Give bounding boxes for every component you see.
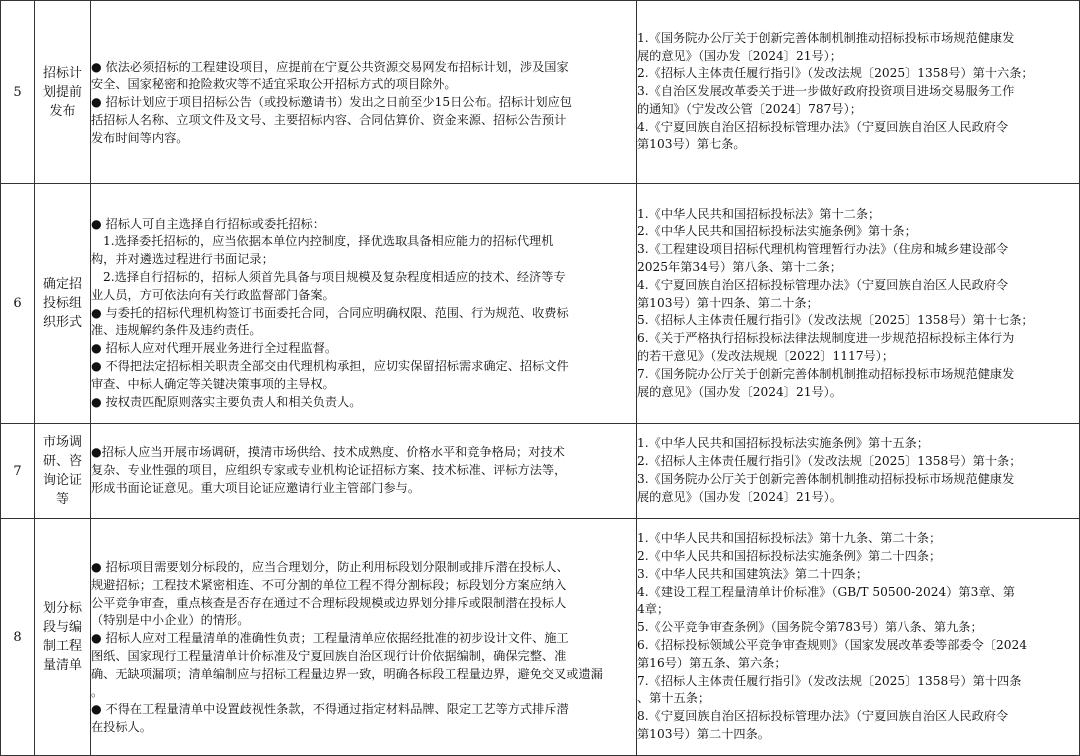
requirement-line: ● 按权责匹配原则落实主要负责人和相关负责人。: [91, 394, 362, 409]
item-name-line: 织形式: [42, 315, 82, 330]
legal-basis-line: 第103号）第七条。: [637, 137, 746, 152]
requirement-line: ● 招标人应对工程量清单的准确性负责；工程量清单应依据经批准的初步设计文件、施工: [91, 631, 569, 646]
requirement-line: 发布时间等内容。: [91, 130, 189, 145]
legal-basis-line: 4.《建设工程工程量清单计价标准》（GB/T 50500-2024）第3章、第: [637, 584, 1015, 599]
requirements-cell: [91, 184, 637, 424]
item-name-line: 等: [55, 492, 69, 507]
legal-basis-line: 8.《宁夏回族自治区招标投标管理办法》（宁夏回族自治区人民政府令: [637, 709, 1009, 724]
item-name-line: 发布: [49, 103, 76, 119]
requirement-line: ●招标人应当开展市场调研，摸清市场供给、技术成熟度、价格水平和竞争格局；对技术: [91, 445, 565, 460]
legal-basis-line: 3.《自治区发展改革委关于进一步做好政府投资项目进场交易服务工作: [637, 84, 1015, 99]
table-row: [1, 1, 1080, 184]
requirements-cell: [91, 519, 637, 756]
legal-basis-line: 、第十五条；: [637, 691, 711, 706]
table-row: [1, 424, 1080, 519]
item-name-cell: [35, 424, 91, 519]
item-name-line: 确定招: [42, 277, 82, 292]
requirement-line: ● 依法必须招标的工程建设项目，应提前在宁夏公共资源交易网发布招标计划，涉及国家: [91, 59, 569, 74]
legal-basis-line: 2025年第34号）第八条、第十二条；: [637, 260, 842, 274]
requirement-line: 确、无缺项漏项；清单编制应与招标工程量边界一致，明确各标段工程量边界，避免交叉或遗漏: [91, 666, 603, 681]
requirement-line: （特别是中小企业）的情形。: [91, 613, 250, 628]
legal-basis-line: 4.《宁夏回族自治区招标投标管理办法》（宁夏回族自治区人民政府令: [637, 277, 1009, 292]
requirement-line: 图纸、国家现行工程量清单计价标准及宁夏回族自治区现行计价依据编制，确保完整、准: [91, 649, 567, 663]
legal-basis-line: 的若干意见》（发改法规规〔2022〕1117号）；: [637, 348, 895, 363]
requirement-line: ● 招标人应对代理开展业务进行全过程监督。: [91, 341, 338, 356]
requirement-line: 括招标人名称、立项文件及文号、主要招标内容、合同估算价、资金来源、招标公告预计: [91, 112, 567, 127]
legal-basis-cell: [637, 519, 1080, 756]
legal-basis-line: 1.《国务院办公厅关于创新完善体制机制推动招标投标市场规范健康发: [637, 30, 1015, 45]
row-number: 5: [1, 1, 35, 184]
legal-basis-line: 第103号）第十四条、第二十条；: [637, 295, 819, 310]
table-row: [1, 519, 1080, 756]
legal-basis-line: 展的意见》（国办发〔2024〕21号）。: [637, 489, 842, 504]
row-number: 7: [1, 424, 35, 519]
requirement-line: 构，并对遴选过程进行书面记录；: [91, 252, 274, 267]
requirement-line: 审查、中标人确定等关键决策事项的主导权。: [91, 376, 335, 391]
table-row: [1, 184, 1080, 424]
requirement-line: ● 不得在工程量清单中设置歧视性条款，不得通过指定材料品牌、限定工艺等方式排斥潜: [91, 702, 569, 717]
legal-basis-line: 6.《关于严格执行招标投标法律法规制度进一步规范招标投标主体行为: [637, 331, 1015, 346]
requirement-line: 在投标人。: [91, 720, 152, 735]
item-name-line: 询论证: [42, 473, 82, 488]
requirement-line: ● 招标人可自主选择自行招标或委托招标：: [91, 216, 325, 231]
requirement-line: 形成书面论证意见。重大项目论证应邀请行业主管部门参与。: [91, 480, 421, 495]
item-name-line: 划分标: [42, 601, 82, 616]
requirement-line: 公平竞争审查，重点核查是否存在通过不合理标段规模或边界划分排斥或限制潜在投标人: [91, 595, 567, 610]
requirement-line: 业人员，方可依法向有关行政监督部门备案。: [91, 287, 335, 302]
legal-basis-line: 7.《招标人主体责任履行指引》（发改法规〔2025〕1358号）第十四条: [637, 673, 1022, 688]
legal-basis-line: 7.《国务院办公厅关于创新完善体制机制推动招标投标市场规范健康发: [637, 366, 1015, 381]
requirements-cell: [91, 424, 637, 519]
legal-basis-line: 5.《公平竞争审查条例》（国务院令第783号）第八条、第九条；: [637, 620, 983, 635]
legal-basis-line: 2.《招标人主体责任履行指引》（发改法规〔2025〕1358号）第十条；: [637, 454, 1022, 469]
item-name-line: 量清单: [42, 658, 82, 673]
item-name-line: 段与编: [42, 620, 82, 635]
legal-basis-line: 1.《中华人民共和国招标投标法》第十二条；: [637, 206, 881, 221]
legal-basis-cell: [637, 184, 1080, 424]
legal-basis-line: 5.《招标人主体责任履行指引》（发改法规〔2025〕1358号）第十七条；: [637, 313, 1034, 328]
row-number: 8: [1, 519, 35, 756]
legal-basis-line: 的通知》（宁发改公管〔2024〕787号）；: [637, 101, 862, 116]
legal-basis-line: 3.《工程建设项目招标代理机构管理暂行办法》（住房和城乡建设部令: [637, 242, 1009, 257]
legal-basis-cell: [637, 1, 1080, 184]
legal-basis-line: 展的意见》（国办发〔2024〕21号）；: [637, 48, 842, 63]
legal-basis-line: 2.《招标人主体责任履行指引》（发改法规〔2025〕1358号）第十六条；: [637, 66, 1034, 81]
requirement-line: 规避招标；工程技术紧密相连、不可分割的单位工程不得分割标段；标段划分方案应纳入: [91, 577, 567, 592]
item-name-cell: [35, 184, 91, 424]
legal-basis-cell: [637, 424, 1080, 519]
legal-basis-line: 2.《中华人民共和国招标投标法实施条例》第二十四条；: [637, 549, 942, 564]
requirement-line: 。: [91, 684, 104, 699]
requirement-line: ● 与委托的招标代理机构签订书面委托合同，合同应明确权限、范围、行为规范、收费标: [91, 305, 569, 320]
legal-basis-line: 3.《国务院办公厅关于创新完善体制机制推动招标投标市场规范健康发: [637, 472, 1015, 486]
item-name-line: 招标计: [42, 65, 82, 81]
legal-basis-line: 展的意见》（国办发〔2024〕21号）。: [637, 384, 842, 399]
item-name-line: 制工程: [42, 639, 82, 654]
item-name-line: 研、咨: [42, 454, 82, 469]
item-name-cell: [35, 519, 91, 756]
item-name-line: 市场调: [42, 435, 82, 450]
requirement-line: 安全、国家秘密和抢险救灾等不适宜采取公开招标方式的项目除外。: [91, 77, 457, 92]
requirement-line: ● 招标计划应于项目招标公告（或投标邀请书）发出之日前至少15日公布。招标计划应包: [91, 95, 572, 110]
item-name-cell: [35, 1, 91, 184]
legal-basis-line: 3.《中华人民共和国建筑法》第二十四条；: [637, 566, 869, 581]
item-name-line: 划提前: [42, 84, 82, 100]
requirement-line: 准、违规解约条件及违约责任。: [91, 323, 262, 338]
legal-basis-line: 6.《招标投标领域公平竞争审查规则》（国家发展改革委等部委令〔2024: [637, 638, 1027, 652]
legal-basis-line: 2.《中华人民共和国招标投标法实施条例》第十条；: [637, 224, 917, 239]
legal-basis-line: 1.《中华人民共和国招标投标法实施条例》第十五条；: [637, 436, 929, 451]
requirements-cell: [91, 1, 637, 184]
row-number: 6: [1, 184, 35, 424]
item-name-line: 投标组: [42, 296, 82, 311]
requirement-line: 1.选择委托招标的，应当依据本单位内控制度，择优选取具备相应能力的招标代理机: [103, 234, 554, 249]
legal-basis-line: 第16号）第五条、第六条；: [637, 655, 787, 670]
legal-basis-line: 4章；: [637, 602, 670, 617]
regulation-table-body: [1, 1, 1080, 756]
requirement-line: ● 招标项目需要划分标段的，应当合理划分，防止利用标段划分限制或排斥潜在投标人、: [91, 560, 569, 575]
requirement-line: 2.选择自行招标的，招标人须首先具备与项目规模及复杂程度相适应的技术、经济等专: [103, 270, 566, 284]
requirement-line: 复杂、专业性强的项目，应组织专家或专业机构论证招标方案、技术标准、评标方法等，: [91, 463, 567, 478]
requirement-line: ● 不得把法定招标相关职责全部交由代理机构承担，应切实保留招标需求确定、招标文件: [91, 358, 569, 373]
legal-basis-line: 1.《中华人民共和国招标投标法》第十九条、第二十条；: [637, 531, 942, 546]
legal-basis-line: 第103号）第二十四条。: [637, 726, 770, 741]
legal-basis-line: 4.《宁夏回族自治区招标投标管理办法》（宁夏回族自治区人民政府令: [637, 119, 1009, 134]
